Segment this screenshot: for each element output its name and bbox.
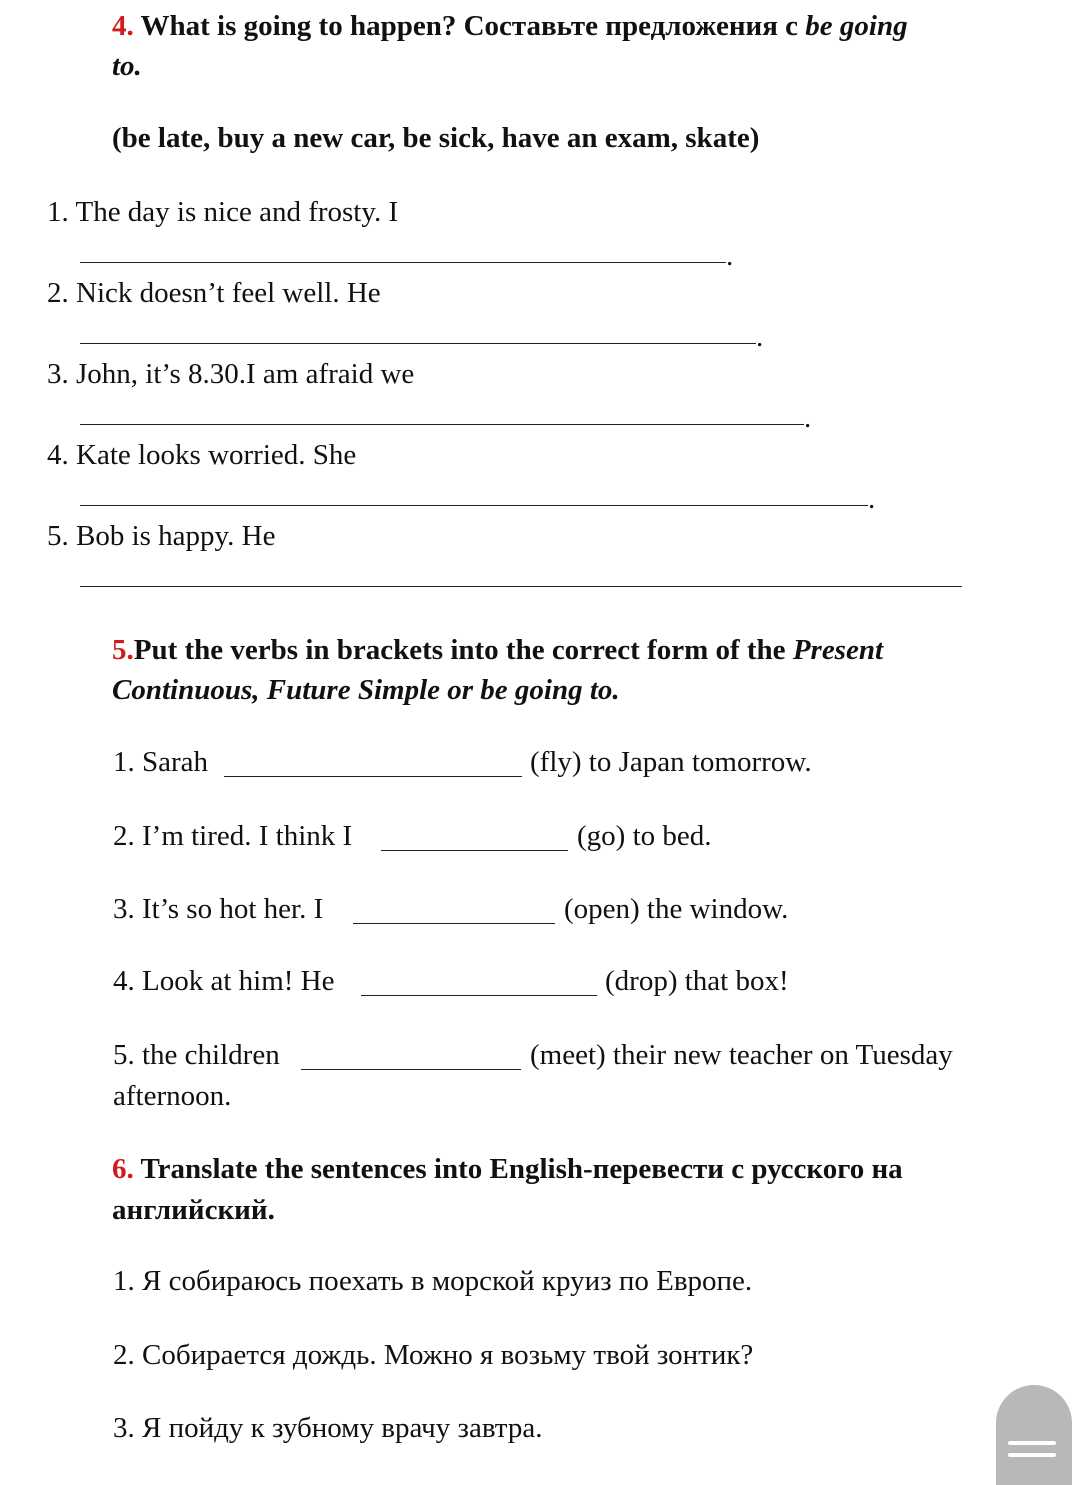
ex4-item-5: 5. Bob is happy. He: [47, 520, 276, 552]
ex5-item-4-post: (drop) that box!: [605, 965, 789, 997]
ex5-title-italic: Present: [792, 634, 884, 666]
ex5-title-cont: Continuous, Future Simple or be going to.: [112, 674, 620, 706]
ex5-item-2-post: (go) to bed.: [577, 820, 712, 852]
ex5-title-text: Put the verbs in brackets into the correct form of the: [133, 634, 793, 666]
ex5-blank-3[interactable]: [353, 923, 555, 924]
ex6-item-1: 1. Я собираюсь поехать в морской круиз по Европе.: [113, 1265, 753, 1297]
ex4-item-2: 2. Nick doesn’t feel well. He: [47, 277, 381, 309]
menu-icon-bar: [1008, 1441, 1056, 1445]
ex4-title-italic: be going: [805, 10, 908, 42]
ex4-word-bank: (be late, buy a new car, be sick, have an exam, skate): [112, 122, 760, 154]
ex5-item-3-pre: 3. It’s so hot her. I: [113, 893, 324, 925]
ex5-number: 5.: [112, 634, 134, 666]
ex5-blank-2[interactable]: [381, 850, 568, 851]
ex5-item-1-post: (fly) to Japan tomorrow.: [530, 746, 812, 778]
ex6-title-text: Translate the sentences into English-перевести с русского на: [133, 1153, 903, 1185]
ex5-title: [112, 630, 883, 670]
ex4-answer-line-2[interactable]: [80, 343, 756, 344]
ex5-item-5-pre: 5. the children: [113, 1039, 280, 1071]
ex4-item-4: 4. Kate looks worried. She: [47, 439, 357, 471]
ex5-item-5-post-cont: afternoon.: [113, 1080, 232, 1112]
ex4-title-text: What is going to happen? Составьте предложения с: [133, 10, 806, 42]
ex4-dot-4: .: [868, 483, 876, 515]
menu-icon-bar: [1008, 1453, 1056, 1457]
ex5-item-3-post: (open) the window.: [564, 893, 789, 925]
ex4-item-3: 3. John, it’s 8.30.I am afraid we: [47, 358, 415, 390]
ex6-item-3: 3. Я пойду к зубному врачу завтра.: [113, 1412, 543, 1444]
ex4-dot-1: .: [726, 240, 734, 272]
ex4-answer-line-3[interactable]: [80, 424, 804, 425]
ex5-item-5-post: (meet) their new teacher on Tuesday: [530, 1039, 953, 1071]
ex5-item-2-pre: 2. I’m tired. I think I: [113, 820, 353, 852]
ex4-answer-line-1[interactable]: [80, 262, 726, 263]
menu-fab-button[interactable]: [996, 1385, 1072, 1485]
ex4-dot-3: .: [804, 402, 812, 434]
ex4-title-cont: to.: [112, 50, 142, 82]
ex6-item-2: 2. Собирается дождь. Можно я возьму твой зонтик?: [113, 1339, 754, 1371]
ex5-blank-5[interactable]: [301, 1069, 521, 1070]
ex4-item-1: 1. The day is nice and frosty. I: [47, 196, 399, 228]
ex6-title: [112, 1149, 903, 1189]
ex5-blank-1[interactable]: [224, 776, 522, 777]
ex4-answer-line-4[interactable]: [80, 505, 868, 506]
ex5-item-4-pre: 4. Look at him! He: [113, 965, 335, 997]
ex4-answer-line-5[interactable]: [80, 586, 962, 587]
ex4-dot-2: .: [756, 321, 764, 353]
ex4-number: 4.: [112, 10, 134, 42]
ex5-item-1-pre: 1. Sarah: [113, 746, 209, 778]
ex6-number: 6.: [112, 1153, 134, 1185]
ex4-title: [112, 6, 908, 46]
ex5-blank-4[interactable]: [361, 995, 597, 996]
ex6-title-cont: английский.: [112, 1194, 275, 1226]
